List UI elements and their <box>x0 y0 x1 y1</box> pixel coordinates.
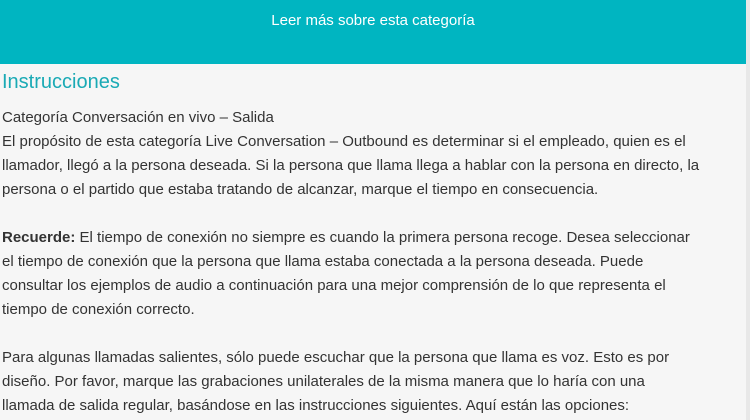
remember-line: consultar los ejemplos de audio a continuación para una mejor comprensión de lo que representa el <box>2 277 666 294</box>
intro-line: llamador, llegó a la persona deseada. Si la persona que llama llega a hablar con la persona en directo, la <box>2 157 700 174</box>
intro-paragraph <box>2 106 746 202</box>
outbound-line: Para algunas llamadas salientes, sólo puede escuchar que la persona que llama es voz. Esto es por <box>2 349 670 366</box>
outbound-paragraph <box>2 346 746 418</box>
intro-line: persona o el partido que estaba tratando de alcanzar, marque el tiempo en consecuencia. <box>2 181 599 198</box>
read-more-link[interactable]: Leer más sobre esta categoría <box>271 12 475 29</box>
scrollbar-track[interactable] <box>746 0 750 420</box>
instructions-heading: Instrucciones <box>2 71 120 93</box>
remember-first-line-text: El tiempo de conexión no siempre es cuando la primera persona recoge. Desea seleccionar <box>75 229 690 246</box>
remember-line: el tiempo de conexión que la persona que llama estaba conectada a la persona deseada. Puede <box>2 253 644 270</box>
category-banner <box>0 0 746 64</box>
outbound-line: diseño. Por favor, marque las grabaciones unilaterales de la misma manera que lo haría con una <box>2 373 645 390</box>
remember-label: Recuerde: <box>2 229 76 246</box>
remember-line: tiempo de conexión correcto. <box>2 301 195 318</box>
intro-line: Categoría Conversación en vivo – Salida <box>2 109 274 126</box>
intro-line: El propósito de esta categoría Live Conversation – Outbound es determinar si el empleado, quien es el <box>2 133 686 150</box>
outbound-line: llamada de salida regular, basándose en las instrucciones siguientes. Aquí están las opciones: <box>2 397 630 414</box>
remember-paragraph <box>2 226 746 322</box>
remember-first-line <box>2 226 746 250</box>
